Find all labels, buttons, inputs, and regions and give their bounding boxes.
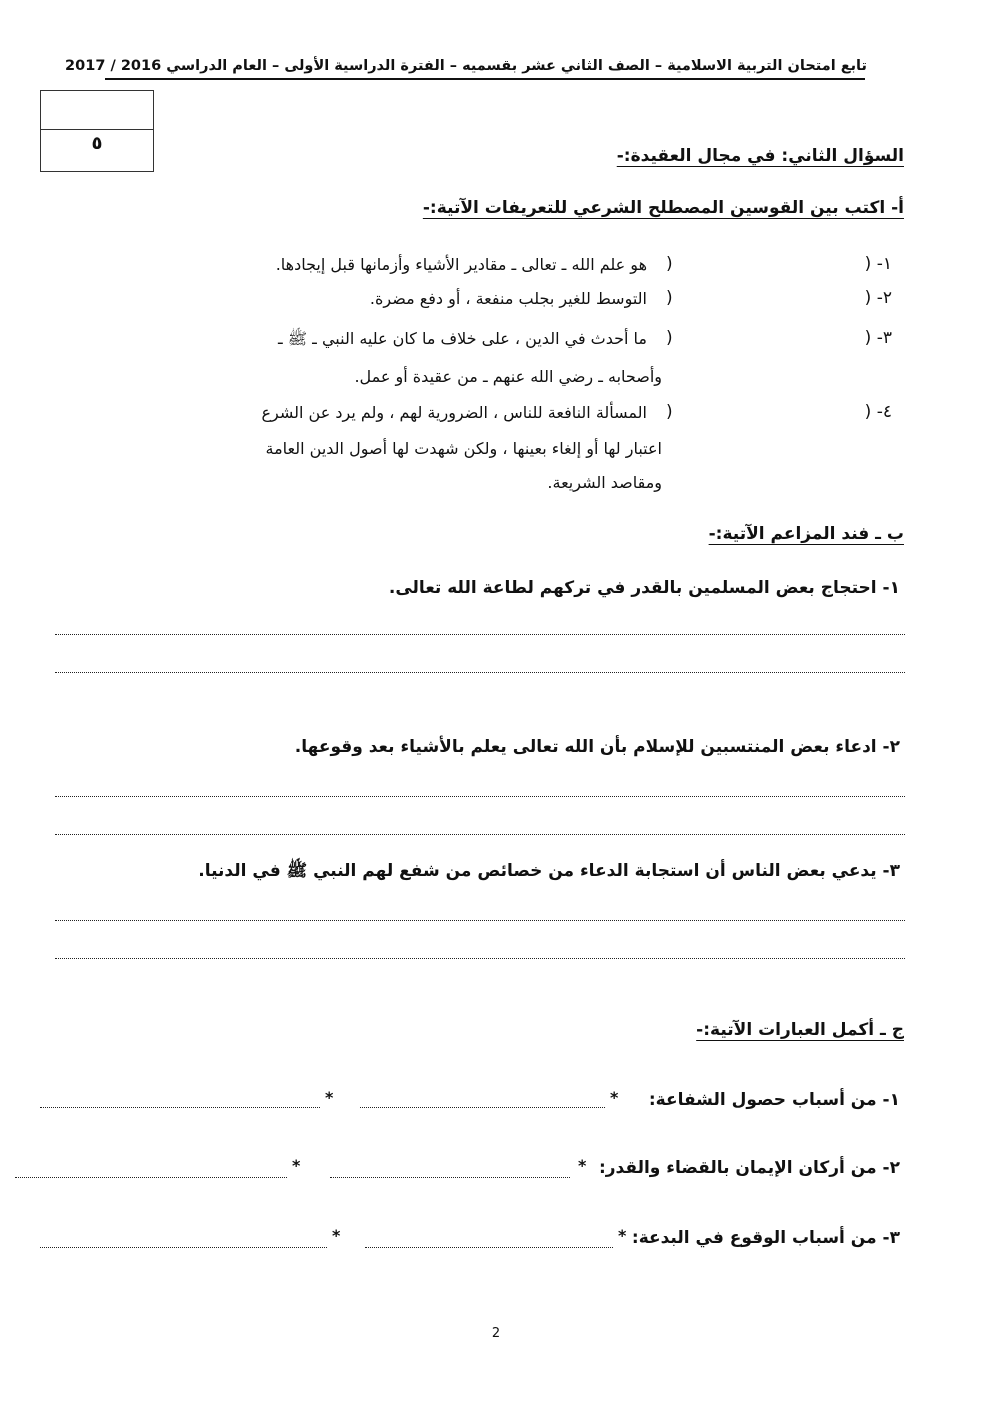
claim-1: ١- احتجاج بعض المسلمين بالقدر في تركهم لطاعة الله تعالى. <box>388 578 900 598</box>
definition-1-number: ١- ( <box>864 254 892 274</box>
question-title: السؤال الثاني: في مجال العقيدة:- <box>616 146 904 166</box>
answer-line[interactable] <box>15 1177 287 1178</box>
answer-line[interactable] <box>55 796 905 797</box>
bullet-star: * <box>325 1088 334 1107</box>
answer-line[interactable] <box>55 672 905 673</box>
section-c-title: ج ـ أكمل العبارات الآتية:- <box>696 1020 904 1040</box>
section-b-title: ب ـ فند المزاعم الآتية:- <box>708 524 904 544</box>
definition-4-text-line-3: ومقاصد الشريعة. <box>547 473 662 492</box>
answer-line[interactable] <box>40 1247 327 1248</box>
bullet-star: * <box>332 1226 341 1245</box>
definition-2-close-paren: ) <box>666 288 673 308</box>
bullet-star: * <box>618 1226 627 1245</box>
answer-line[interactable] <box>55 920 905 921</box>
answer-line[interactable] <box>55 634 905 635</box>
bullet-star: * <box>578 1156 587 1175</box>
definition-4-close-paren: ) <box>666 402 673 422</box>
answer-line[interactable] <box>55 834 905 835</box>
definition-3-close-paren: ) <box>666 328 673 348</box>
bullet-star: * <box>610 1088 619 1107</box>
definition-1-close-paren: ) <box>666 254 673 274</box>
answer-line[interactable] <box>55 958 905 959</box>
definition-4-text-line-2: اعتبار لها أو إلغاء بعينها ، ولكن شهدت لها أصول الدين العامة <box>265 439 662 458</box>
complete-1-label: ١- من أسباب حصول الشفاعة: <box>648 1090 900 1110</box>
score-box <box>40 90 154 172</box>
definition-4-text-line-1: المسألة النافعة للناس ، الضرورية لهم ، ولم يرد عن الشرع <box>261 403 647 422</box>
page-number: 2 <box>491 1326 501 1341</box>
answer-line[interactable] <box>365 1247 613 1248</box>
definition-4-number: ٤- ( <box>864 402 892 422</box>
bullet-star: * <box>292 1156 301 1175</box>
exam-header: تابع امتحان التربية الاسلامية – الصف الثاني عشر بقسميه – الفترة الدراسية الأولى – العام الدراسي 2016 / 2017 <box>65 58 867 74</box>
definition-2-text: التوسط للغير بجلب منفعة ، أو دفع مضرة. <box>369 289 647 308</box>
definition-3-number: ٣- ( <box>864 328 892 348</box>
complete-3-label: ٣- من أسباب الوقوع في البدعة: <box>631 1228 900 1248</box>
claim-2: ٢- ادعاء بعض المنتسبين للإسلام بأن الله تعالى يعلم بالأشياء بعد وقوعها. <box>294 737 900 757</box>
definition-1-text: هو علم الله ـ تعالى ـ مقادير الأشياء وأزمانها قبل إيجادها. <box>275 255 647 274</box>
complete-2-label: ٢- من أركان الإيمان بالقضاء والقدر: <box>598 1158 900 1178</box>
definition-2-number: ٢- ( <box>864 288 892 308</box>
definition-3-text-line-1: ما أحدث في الدين ، على خلاف ما كان عليه النبي ـ ﷺ ـ <box>277 329 647 348</box>
score-divider <box>41 129 153 130</box>
answer-line[interactable] <box>330 1177 570 1178</box>
definition-3-text-line-2: وأصحابه ـ رضي الله عنهم ـ من عقيدة أو عمل. <box>354 367 662 386</box>
claim-3: ٣- يدعي بعض الناس أن استجابة الدعاء من خصائص من شفع لهم النبي ﷺ في الدنيا. <box>198 861 900 881</box>
answer-line[interactable] <box>40 1107 320 1108</box>
header-underline <box>105 78 865 80</box>
score-value: ٥ <box>91 133 103 154</box>
answer-line[interactable] <box>360 1107 605 1108</box>
section-a-title: أ- اكتب بين القوسين المصطلح الشرعي للتعريفات الآتية:- <box>422 198 904 218</box>
